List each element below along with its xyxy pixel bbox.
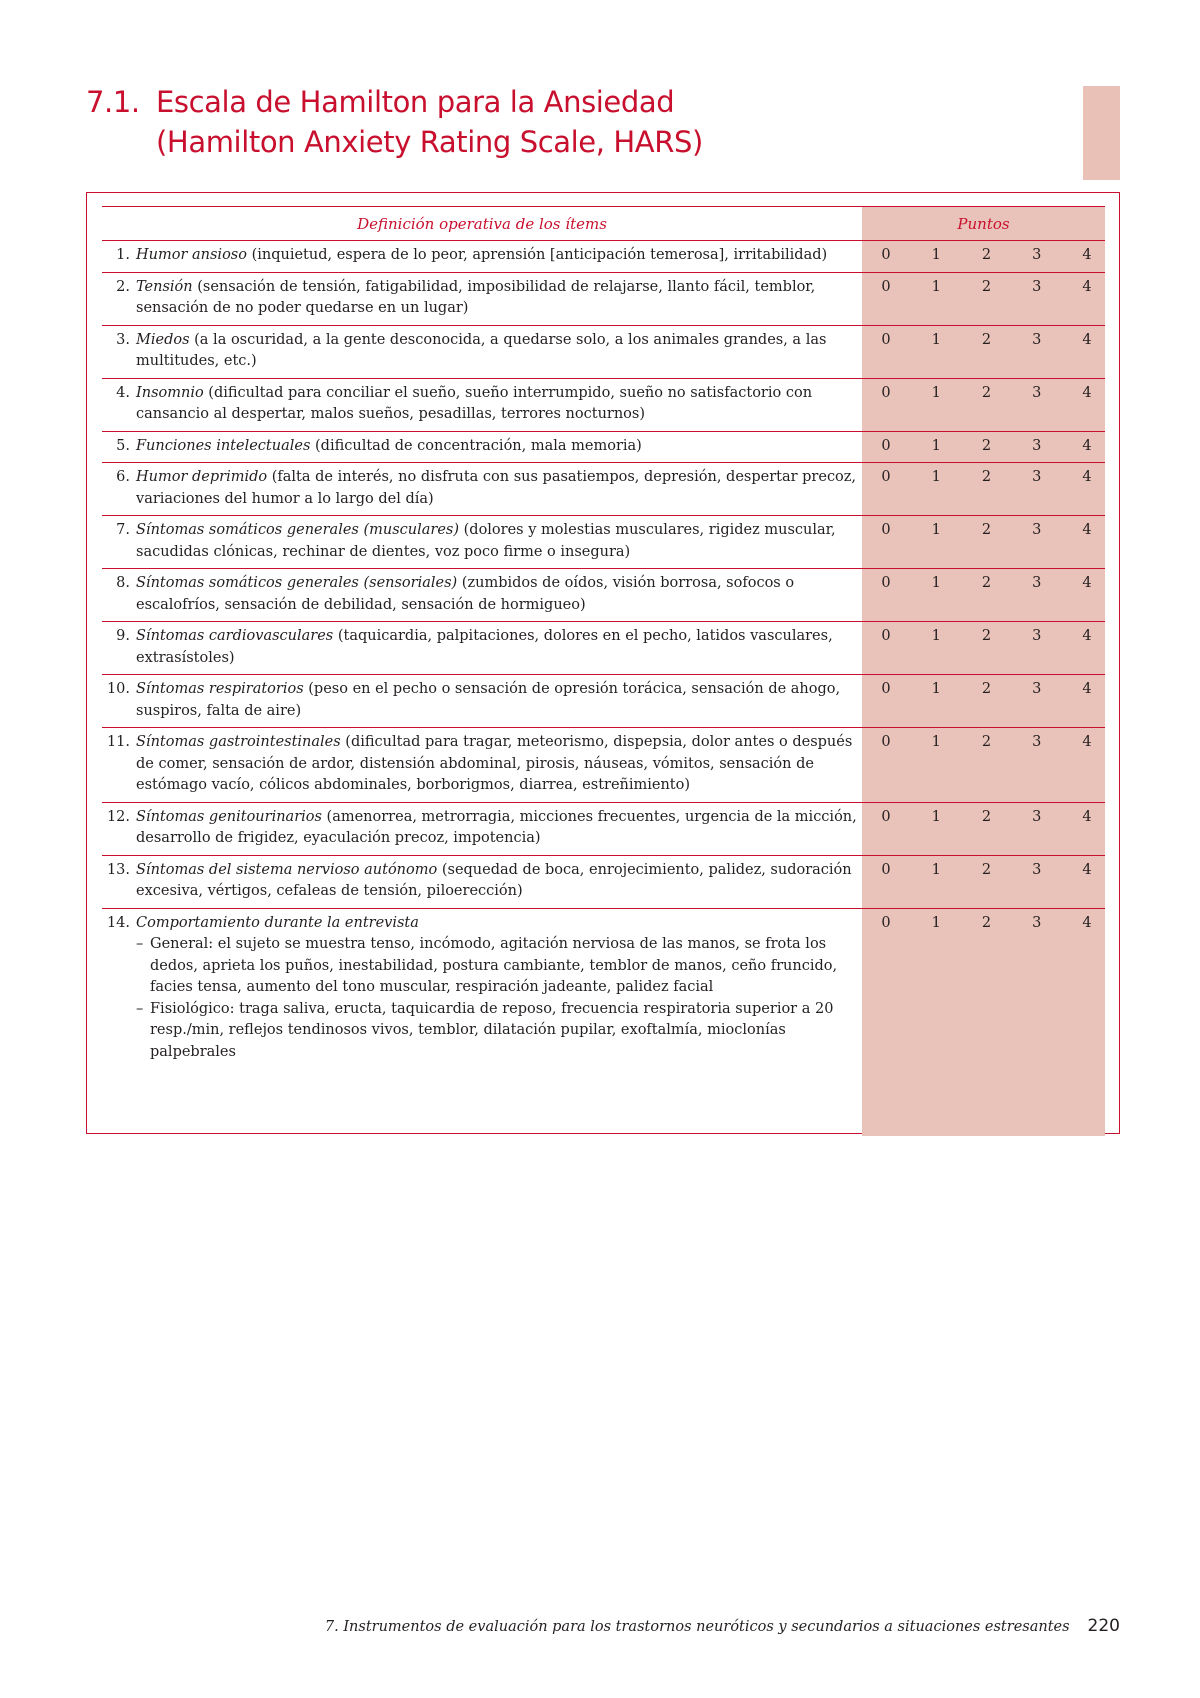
- item14-general: General: el sujeto se muestra tenso, incómodo, agitación nerviosa de las manos, se frota los dedos, aprieta los puños, inestabilidad, postura cambiante, temblor de manos, ceño fruncido, facies tensa, aumento del tono muscular, respiración jadeante, palidez facial: [150, 936, 838, 995]
- table-row: [102, 463, 1105, 516]
- item-number: 10.: [106, 681, 130, 697]
- table-row: [102, 675, 1105, 728]
- table-row: [102, 855, 1105, 908]
- point-option: 4: [1082, 808, 1092, 825]
- point-option: 1: [931, 734, 941, 750]
- points-cell: [862, 516, 1105, 569]
- item-term: Síntomas genitourinarios: [136, 808, 322, 825]
- item-term: Comportamiento durante la entrevista: [136, 914, 419, 931]
- point-option: 4: [1082, 384, 1092, 401]
- item-cell: [102, 272, 862, 325]
- point-option: 1: [931, 522, 941, 538]
- point-option: 2: [981, 522, 992, 538]
- point-option: 4: [1082, 914, 1092, 931]
- point-option: 1: [931, 278, 941, 295]
- item-cell: [102, 241, 862, 273]
- point-option: 4: [1082, 247, 1092, 263]
- point-option: 3: [1032, 331, 1042, 348]
- points-options: [862, 330, 1105, 352]
- item-description: (a la oscuridad, a la gente desconocida, a quedarse solo, a los animales grandes, a las multitudes, etc.): [136, 331, 827, 369]
- hamilton-scale-table: [102, 206, 1105, 1068]
- header-points: Puntos: [862, 207, 1105, 241]
- point-option: 3: [1032, 734, 1042, 750]
- item-term: Síntomas respiratorios: [136, 681, 304, 697]
- item-term: Miedos: [136, 331, 190, 348]
- point-option: 2: [981, 808, 992, 825]
- point-option: 0: [881, 384, 891, 401]
- point-option: 3: [1032, 681, 1042, 697]
- point-option: 4: [1082, 681, 1092, 697]
- point-option: 3: [1032, 628, 1042, 644]
- page-title: [86, 82, 1046, 162]
- item-description: (dificultad para conciliar el sueño, sueño interrumpido, sueño no satisfactorio con cansancio al despertar, malos sueños, pesadillas, terrores nocturnos): [136, 384, 813, 422]
- item-description: (sequedad de boca, enrojecimiento, palidez, sudoración excesiva, vértigos, cefaleas de tensión, piloerección): [136, 861, 852, 899]
- point-option: 1: [931, 247, 941, 263]
- item-number: 14.: [106, 914, 130, 931]
- footer-chapter: 7. Instrumentos de evaluación para los trastornos neuróticos y secundarios a situaciones estresantes: [324, 1619, 1070, 1635]
- item-number: 2.: [116, 278, 130, 295]
- point-option: 3: [1032, 522, 1042, 538]
- item-number: 1.: [116, 247, 130, 263]
- points-options: [862, 626, 1105, 648]
- point-option: 1: [931, 575, 941, 591]
- item-term: Tensión: [136, 278, 193, 295]
- point-option: 1: [931, 861, 941, 878]
- item-cell: [102, 463, 862, 516]
- points-cell: [862, 908, 1105, 1068]
- point-option: 0: [881, 808, 891, 825]
- item14-fisiologico: Fisiológico: traga saliva, eructa, taquicardia de reposo, frecuencia respiratoria superior a 20 resp./min, reflejos tendinosos vivos, temblor, dilatación pupilar, exoftalmía, mioclonías palpebrales: [150, 1000, 834, 1060]
- item-term: Síntomas gastrointestinales: [136, 734, 341, 750]
- point-option: 3: [1032, 469, 1042, 485]
- item-description: (taquicardia, palpitaciones, dolores en el pecho, latidos vasculares, extrasístoles): [136, 628, 833, 666]
- point-option: 2: [981, 628, 992, 644]
- dash-fisiologico: –: [136, 1000, 144, 1017]
- points-cell: [862, 325, 1105, 378]
- item-number: 4.: [116, 384, 130, 401]
- points-options: [862, 277, 1105, 299]
- item-cell: [102, 908, 862, 1068]
- points-options: [862, 520, 1105, 542]
- point-option: 0: [881, 469, 891, 485]
- point-option: 3: [1032, 808, 1042, 825]
- point-option: 3: [1032, 278, 1042, 295]
- item-term: Humor deprimido: [136, 469, 268, 485]
- item-description: (dificultad de concentración, mala memoria): [310, 437, 642, 454]
- point-option: 4: [1082, 861, 1092, 878]
- point-option: 3: [1032, 914, 1042, 931]
- point-option: 0: [881, 437, 891, 454]
- point-option: 4: [1082, 331, 1092, 348]
- point-option: 0: [881, 861, 891, 878]
- point-option: 1: [931, 808, 941, 825]
- table-row: [102, 622, 1105, 675]
- table-row: [102, 378, 1105, 431]
- item-term: Síntomas del sistema nervioso autónomo: [136, 861, 438, 878]
- item-term: Insomnio: [136, 384, 204, 401]
- points-cell: [862, 378, 1105, 431]
- point-option: 1: [931, 628, 941, 644]
- chapter-side-tab: [1083, 86, 1120, 180]
- section-number: 7.1.: [86, 85, 140, 119]
- point-option: 4: [1082, 278, 1092, 295]
- point-option: 0: [881, 247, 891, 263]
- table-row: [102, 569, 1105, 622]
- item-term: Síntomas somáticos generales (sensoriales): [136, 575, 458, 591]
- points-cell: [862, 675, 1105, 728]
- point-option: 2: [981, 575, 992, 591]
- item-term: Síntomas somáticos generales (musculares): [136, 522, 460, 538]
- table-row: [102, 908, 1105, 1068]
- points-cell: [862, 728, 1105, 803]
- item-number: 13.: [106, 861, 130, 878]
- points-options: [862, 860, 1105, 882]
- table-row: [102, 241, 1105, 273]
- points-options: [862, 679, 1105, 701]
- table-row: [102, 272, 1105, 325]
- point-option: 0: [881, 681, 891, 697]
- point-option: 0: [881, 331, 891, 348]
- table-row: [102, 431, 1105, 463]
- item-description: (sensación de tensión, fatigabilidad, imposibilidad de relajarse, llanto fácil, temblor, sensación de no poder quedarse en un lugar): [136, 278, 816, 316]
- point-option: 2: [981, 469, 992, 485]
- table-row: [102, 516, 1105, 569]
- point-option: 1: [931, 469, 941, 485]
- point-option: 2: [981, 861, 992, 878]
- item-cell: [102, 675, 862, 728]
- table-row: [102, 728, 1105, 803]
- points-options: [862, 573, 1105, 595]
- points-cell: [862, 431, 1105, 463]
- point-option: 3: [1032, 861, 1042, 878]
- item-cell: [102, 569, 862, 622]
- title-line-2: (Hamilton Anxiety Rating Scale, HARS): [156, 125, 703, 159]
- point-option: 2: [981, 384, 992, 401]
- item-term: Síntomas cardiovasculares: [136, 628, 334, 644]
- point-option: 0: [881, 914, 891, 931]
- point-option: 4: [1082, 437, 1092, 454]
- point-option: 2: [981, 681, 992, 697]
- point-option: 3: [1032, 437, 1042, 454]
- points-options: [862, 913, 1105, 935]
- point-option: 2: [981, 331, 992, 348]
- points-options: [862, 807, 1105, 829]
- point-option: 2: [981, 734, 992, 750]
- item-description: (dificultad para tragar, meteorismo, dispepsia, dolor antes o después de comer, sensación de ardor, distensión abdominal, pirosis, náuseas, vómitos, sensación de estómago vacío, cólicos abdominales, borborigmos, diarrea, estreñimiento): [136, 734, 853, 793]
- table-row: [102, 325, 1105, 378]
- point-option: 2: [981, 914, 992, 931]
- item-number: 9.: [116, 628, 130, 644]
- item-number: 12.: [106, 808, 130, 825]
- item-description: (amenorrea, metrorragia, micciones frecuentes, urgencia de la micción, desarrollo de frigidez, eyaculación precoz, impotencia): [136, 808, 857, 846]
- point-option: 3: [1032, 384, 1042, 401]
- point-option: 4: [1082, 575, 1092, 591]
- item-number: 3.: [116, 331, 130, 348]
- item-description: (peso en el pecho o sensación de opresión torácica, sensación de ahogo, suspiros, falta de aire): [136, 681, 841, 719]
- point-option: 0: [881, 628, 891, 644]
- points-cell: [862, 802, 1105, 855]
- point-option: 4: [1082, 628, 1092, 644]
- item-term: Funciones intelectuales: [136, 437, 311, 454]
- points-options: [862, 245, 1105, 267]
- item-cell: [102, 325, 862, 378]
- points-cell: [862, 241, 1105, 273]
- points-options: [862, 436, 1105, 458]
- item-number: 7.: [116, 522, 130, 538]
- point-option: 1: [931, 681, 941, 697]
- point-option: 3: [1032, 247, 1042, 263]
- point-option: 1: [931, 437, 941, 454]
- point-option: 2: [981, 278, 992, 295]
- table-row: [102, 802, 1105, 855]
- point-option: 0: [881, 734, 891, 750]
- item-cell: [102, 728, 862, 803]
- points-cell: [862, 622, 1105, 675]
- item-cell: [102, 855, 862, 908]
- points-options: [862, 383, 1105, 405]
- item-term: Humor ansioso: [136, 247, 247, 263]
- point-option: 2: [981, 247, 992, 263]
- item-cell: [102, 622, 862, 675]
- point-option: 0: [881, 575, 891, 591]
- points-cell: [862, 855, 1105, 908]
- point-option: 1: [931, 331, 941, 348]
- points-cell: [862, 569, 1105, 622]
- item-description: (zumbidos de oídos, visión borrosa, sofocos o escalofríos, sensación de debilidad, sensación de hormigueo): [136, 575, 795, 613]
- points-options: [862, 467, 1105, 489]
- point-option: 4: [1082, 734, 1092, 750]
- point-option: 4: [1082, 469, 1092, 485]
- point-option: 1: [931, 384, 941, 401]
- title-text-1: Escala de Hamilton para la Ansiedad: [156, 85, 675, 119]
- item-cell: [102, 431, 862, 463]
- item-number: 5.: [116, 437, 130, 454]
- points-options: [862, 732, 1105, 754]
- point-option: 1: [931, 914, 941, 931]
- point-option: 2: [981, 437, 992, 454]
- item-cell: [102, 516, 862, 569]
- point-option: 4: [1082, 522, 1092, 538]
- item-cell: [102, 378, 862, 431]
- item-description: (falta de interés, no disfruta con sus pasatiempos, depresión, despertar precoz, variaciones del humor a lo largo del día): [136, 469, 857, 507]
- point-option: 0: [881, 278, 891, 295]
- point-option: 0: [881, 522, 891, 538]
- table-header-row: [102, 207, 1105, 241]
- page-number: 220: [1087, 1616, 1120, 1636]
- point-option: 3: [1032, 575, 1042, 591]
- item-cell: [102, 802, 862, 855]
- title-line-1: [86, 82, 1046, 122]
- item-description: (dolores y molestias musculares, rigidez muscular, sacudidas clónicas, rechinar de dientes, voz poco firme o insegura): [136, 522, 836, 560]
- item-number: 6.: [116, 469, 130, 485]
- points-cell: [862, 272, 1105, 325]
- dash-general: –: [136, 936, 144, 952]
- points-cell: [862, 463, 1105, 516]
- header-items: Definición operativa de los ítems: [102, 207, 862, 241]
- item-description: (inquietud, espera de lo peor, aprensión [anticipación temerosa], irritabilidad): [246, 247, 828, 263]
- item-number: 8.: [116, 575, 130, 591]
- page-footer: [300, 1616, 1120, 1636]
- item-number: 11.: [106, 734, 130, 750]
